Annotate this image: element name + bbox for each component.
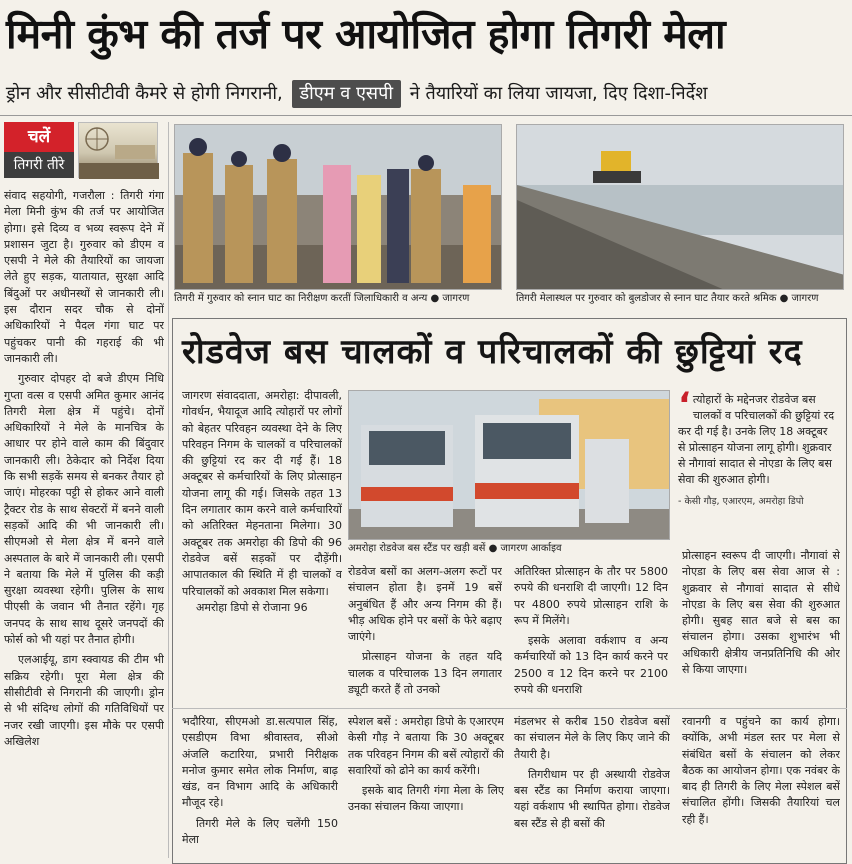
bottom-column-3 — [514, 714, 670, 860]
box-column-4 — [682, 548, 840, 704]
bottom-col2-text-b: इसके बाद तिगरी गंगा मेला के लिए उनका संचालन किया जाएगा। — [348, 784, 504, 814]
deck-badge: डीएम व एसपी — [292, 80, 401, 108]
bottom-col1-text: भदौरिया, सीएमओ डा.सत्यपाल सिंह, एसडीएम विभा श्रीवास्तव, सीओ अंजलि कटारिया, प्रभारी निरीक्षक मनोज कुमार समेत लोक निर्माण, बाढ़ खंड, वन विभाग आदि के अधिकारी मौजूद रहे। — [182, 715, 338, 810]
divider — [0, 115, 852, 116]
box-col2-text: रोडवेज बसों का अलग-अलग रूटों पर संचालन होता है। इनमें 19 बसें अनुबंधित हैं और अन्य निगम की हैं। भीड़ अधिक होने पर बसों के फेरे बढ़ाए जाएंगे। — [348, 565, 502, 644]
box-column-2 — [348, 564, 502, 704]
bus-stand-photo — [348, 390, 670, 540]
photo-caption-1: तिगरी में गुरुवार को स्नान घाट का निरीक्षण करतीं जिलाधिकारी व अन्य ● जागरण — [174, 293, 470, 304]
pull-quote-byline: - केसी गौड़, एआरएम, अमरोहा डिपो — [678, 496, 804, 507]
kicker-label: चलें — [4, 122, 74, 152]
deck-text-after: ने तैयारियों का लिया जायजा, दिए दिशा-निर्देश — [409, 83, 708, 104]
deck-text-before: ड्रोन और सीसीटीवी कैमरे से होगी निगरानी, — [6, 83, 283, 104]
box-column-3 — [514, 564, 668, 704]
photo-caption-2: तिगरी मेलास्थल पर गुरुवार को बुलडोजर से स्नान घाट तैयार करते श्रमिक ● जागरण — [516, 293, 819, 304]
box-col4-text: प्रोत्साहन स्वरूप दी जाएगी। नौगावां से नोएडा के लिए बस सेवा आज से : शुक्रवार से नौगावां सादात से सीधे नोएडा के लिए बस सेवा की शुरुआत होगी। सुबह सात बजे से बस का संचालन होगा। उसका शुभारंभ भी अधिकारी क्षेत्रीय जनप्रतिनिधि की ओर से किया जाएगा। — [682, 549, 840, 677]
bottom-col3-text-b: तिगरीधाम पर ही अस्थायी रोडवेज बस स्टैंड का निर्माण कराया जाएगा। यहां वर्कशाप भी स्थापित होगा। रोडवेज बस स्टैंड से ही बसों की — [514, 767, 670, 830]
box-col3-text-b: इसके अलावा वर्कशाप व अन्य कर्मचारियों को 13 दिन कार्य करने पर 2500 व 12 दिन करने पर 2100 रुपये की धनराशि — [514, 634, 668, 697]
pull-quote — [678, 385, 838, 510]
box-col3-text: अतिरिक्त प्रोत्साहन के तौर पर 5800 रुपये की धनराशि दी जाएगी। 12 दिन पर 4800 रुपये प्रोत्साहन राशि के रूप में मिलेंगे। — [514, 565, 668, 627]
bulldozer-photo — [516, 124, 844, 290]
box-column-1 — [182, 388, 342, 704]
kicker-sublabel: तिगरी तीरे — [4, 152, 74, 178]
section-kicker — [4, 122, 154, 182]
sub-headline — [6, 80, 846, 108]
quote-mark-icon: ‘ — [678, 385, 691, 425]
boxed-story-headline: रोडवेज बस चालकों व परिचालकों की छुट्टियां रद — [182, 332, 803, 372]
box-inner-divider — [172, 708, 847, 709]
photo-caption-3: अमरोहा रोडवेज बस स्टैंड पर खड़ी बसें ● जागरण आर्काइव — [348, 543, 562, 554]
inspection-photo — [174, 124, 502, 290]
bottom-col3-text: मंडलभर से करीब 150 रोडवेज बसों का संचालन मेले के लिए किए जाने की तैयारी है। — [514, 715, 670, 761]
left-article-column — [4, 188, 164, 848]
box-col2-text-b: प्रोत्साहन योजना के तहत यदि चालक व परिचालक 13 दिन लगातार ड्यूटी करते हैं तो उनको — [348, 650, 502, 697]
left-paragraph-1: संवाद सहयोगी, गजरौला : तिगरी गंगा मेला मिनी कुंभ की तर्ज पर आयोजित होगा। इसे दिव्य व भव्य स्वरूप देने में प्रशासन जुटा है। गुरुवार को डीएम व एसपी ने मेले की तैयारियों का जायजा लेते हुए सड़क, यातायात, सुरक्षा आदि बिंदुओं पर अधीनस्थों से जानकारी ली। इस दौरान सदर चौक से दोनों अधिकारियों ने पैदल गंगा घाट पर पहुंचकर पानी की गहराई की भी जानकारी ली। — [4, 189, 164, 365]
bottom-col4-text: रवानगी व पहुंचने का कार्य होगा। क्योंकि, अभी मंडल स्तर पर मेला से संबंधित बसों के संचालन को लेकर बैठक का आयोजन होगा। एक नवंबर के बाद ही तिगरी के लिए मेला स्पेशल बसें संचालित होंगी। जिसकी तैयारियां चल रही हैं। — [682, 715, 840, 826]
pull-quote-text: त्योहारों के मद्देनजर रोडवेज बस चालकों व परिचालकों की छुट्टियां रद कर दी गई है। उनके लिए 18 अक्टूबर से प्रोत्साहन योजना लागू होगी। शुक्रवार से नौगावां सादात से नोएडा के लिए बस सेवा की शुरुआत होगी। — [678, 393, 835, 486]
box-col1-tail: अमरोहा डिपो से रोजाना 96 — [196, 600, 308, 614]
bottom-column-1 — [182, 714, 338, 860]
bottom-col1-sub: तिगरी मेले के लिए चलेंगी 150 मेला — [182, 816, 338, 847]
bottom-col2-text: स्पेशल बसें : अमरोहा डिपो के एआरएम केसी गौड़ ने बताया कि 30 अक्टूबर तक परिवहन निगम की बसें त्योहारों की सवारियों को ढोने का कार्य करेंगी। — [348, 715, 504, 777]
kicker-thumbnail — [78, 122, 158, 178]
bottom-column-4 — [682, 714, 840, 860]
column-divider — [168, 122, 169, 858]
main-headline: मिनी कुंभ की तर्ज पर आयोजित होगा तिगरी मेला — [6, 10, 726, 58]
left-paragraph-2: गुरुवार दोपहर दो बजे डीएम निधि गुप्ता वत्स व एसपी अमित कुमार आनंद तिगरी मेला क्षेत्र में पहुंचे। दोनों अधिकारियों ने मेले के मानचित्र के आधार पर होने वाले काम की बिंदुवार जानकारी ली। ठेकेदार को निर्देश दिया कि सभी सड़कें समय से बनकर तैयार हो जाएं। मोहरका पट्टी से होकर आने वाली ट्रैक्टर रोड के साथ सेक्टरों में बनने वाली सड़कों आदि की भी जानकारी ली। सीएमओ से मेला क्षेत्र में बनने वाले अस्पताल के बारे में जानकारी ली। एसपी ने बताया कि मेले में पुलिस की कड़ी सुरक्षा व्यवस्था रहेगी। पुलिस के साथ पीएसी के जवान भी तैनात रहेंगे। गृह जनपद के साथ साथ दूसरे जनपदों की फोर्स को भी यहां पर तैनात होगी। — [4, 372, 164, 647]
box-col1-text: जागरण संवाददाता, अमरोहा: दीपावली, गोवर्धन, भैयादूज आदि त्योहारों पर लोगों को बेहतर परिवहन व्यवस्था देने के लिए परिवहन निगम के चालकों व परिचालकों की छुट्टियां रद कर दी गई हैं। 18 अक्टूबर से कर्मचारियों के लिए प्रोत्साहन योजना लागू की गई। जिसके तहत 13 दिन लगातार काम करने वाले कर्मचारियों को अतिरिक्त मेहनताना मिलेगा। 30 अक्टूबर तक अमरोहा की डिपो की 96 रोडवेज बसें सड़कों पर दौड़ेंगी। आपातकाल की स्थिति में ही चालकों व परिचालकों को अवकाश मिल सकेगा। — [182, 389, 342, 598]
left-paragraph-3: एलआईयू, डाग स्क्वायड की टीम भी सक्रिय रहेगी। पूरा मेला क्षेत्र की सीसीटीवी से निगरानी की जाएगी। ड्रोन से भी संदिग्ध लोगों की गतिविधियों पर नजर रखी जाएगी। इस मौके पर एसपी अखिलेश — [4, 653, 164, 748]
bottom-column-2 — [348, 714, 504, 860]
